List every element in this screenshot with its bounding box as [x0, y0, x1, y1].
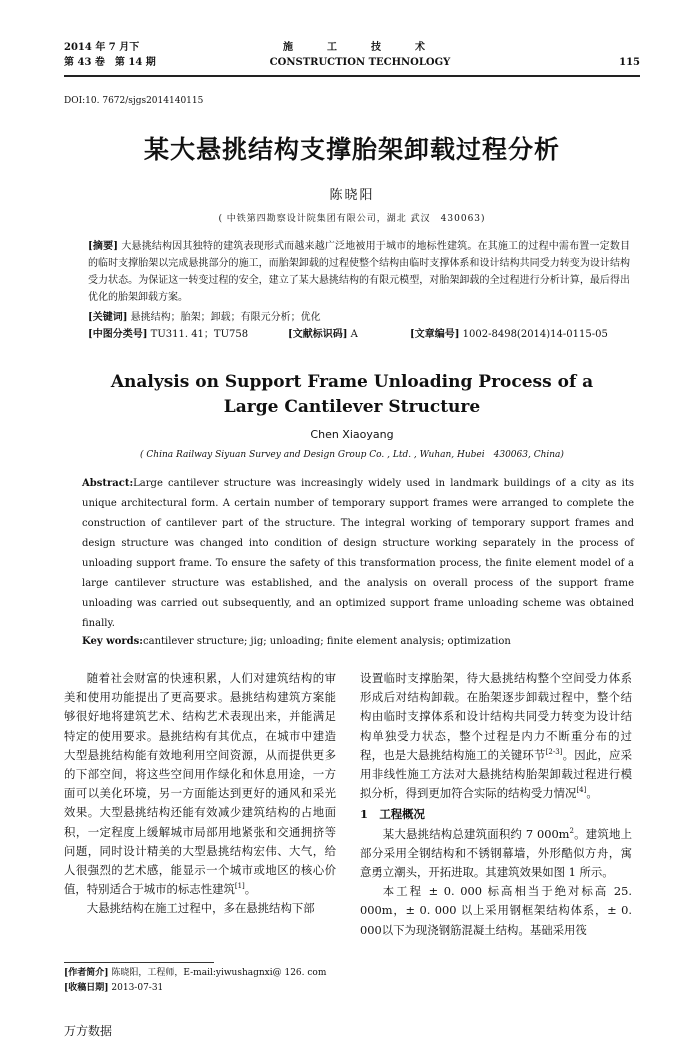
journal-title-zh: 施 工 技 术 [283, 42, 437, 53]
running-header-left [64, 40, 156, 70]
body-text: 。 [244, 882, 257, 897]
article-title-zh: 某大悬挑结构支撑胎架卸载过程分析 [143, 135, 560, 164]
abstract-en [82, 474, 634, 634]
footnote-received [64, 981, 336, 996]
body-text: 本工程 ± 0. 000 标高相当于绝对标高 25. 000m，± 0. 000 以上采用钢框架结构体系，± 0. 000以下为现浇钢筋混凝土结构。基础采用筏 [360, 884, 632, 937]
footnote-author-text: 陈晓阳，工程师，E-mail:yiwushagnxi@ 126. com [108, 968, 327, 978]
body-paragraph [64, 669, 336, 899]
author-en: Chen Xiaoyang [310, 428, 394, 441]
clc-value: TU311. 41；TU758 [147, 329, 249, 340]
affiliation-zh: ( 中铁第四勘察设计院集团有限公司，湖北 武汉 430063) [218, 214, 486, 224]
issue-date: 2014 年 7 月下 [64, 42, 140, 53]
running-header-center [260, 40, 460, 70]
art-label: [文章编号] [410, 329, 460, 340]
abstract-en-text: Large cantilever structure was increasingly widely used in landmark buildings of a city as its unique architectural form. A certain number of temporary support frames were arranged to complete the construction of cantilever part of the structure. The integral working of temporary support frames and design structure was changed into condition of design structure working separately in the process of unloading support frame. To ensure the safety of this transformation process, the finite element model of a large cantilever structure was established, and the analysis on overall process of the support frame unloading was carried out subsequently, and an optimized support frame unloading scheme was obtained finally. [82, 478, 634, 629]
body-text: 。建筑地上部分采用全钢结构和不锈钢幕墙，外形酷似方舟，寓意勇立潮头，开拓进取。其建筑效果如图 1 所示。 [360, 826, 632, 880]
watermark: 万方数据 [64, 1024, 113, 1038]
body-text: 。 [586, 786, 598, 801]
article-number [410, 326, 608, 343]
doi: DOI:10. 7672/sjgs2014140115 [64, 96, 204, 106]
keywords-zh [88, 309, 630, 326]
body-text: 某大悬挑结构总建筑面积约 7 000m [382, 826, 570, 841]
affiliation-en: ( China Railway Siyuan Survey and Design Group Co. , Ltd. , Wuhan, Hubei 430063, China) [140, 450, 564, 460]
footnote-date-text: 2013-07-31 [108, 983, 164, 993]
body-column-left [64, 669, 336, 919]
doc-label: [文献标识码] [288, 329, 348, 340]
author-zh: 陈晓阳 [329, 188, 375, 203]
body-paragraph [64, 899, 336, 918]
abstract-zh [88, 238, 630, 306]
body-text: 随着社会财富的快速积累，人们对建筑结构的审美和使用功能提出了更高要求。悬挑结构建筑方案能够很好地将建筑艺术、结构艺术表现出来，并能满足特定的使用要求。悬挑结构有其优点，在城市中建造大型悬挑结构能有效地利用空间资源，从而提供更多的下部空间，将这些空间用作绿化和休息用途，一方面可以美化环境，另一方面能达到更好的通风和采光效果。大型悬挑结构还能有效减少建筑结构的占地面积，一定程度上缓解城市局部用地紧张和交通拥挤等问题，同时设计精美的大型悬挑结构宏伟、大气，给人很强烈的艺术感，能显示一个城市或地区的核心价值，特别适合于城市的标志性建筑 [64, 671, 336, 897]
journal-title-en: CONSTRUCTION TECHNOLOGY [269, 57, 451, 68]
article-title-en [64, 370, 640, 420]
page-number: 115 [619, 57, 640, 68]
body-text: 设置临时支撑胎架，待大悬挑结构整个空间受力体系形成后对结构卸载。在胎架逐步卸载过程中，整个结构由临时支撑体系和设计结构共同受力转变为设计结构单独受力状态，整个过程是内力不断重分布的过程，也是大悬挑结构施工的关键环节 [360, 671, 632, 762]
classification-row [88, 326, 630, 343]
body-text: 。因此，应采用非线性施工方法对大悬挑结构胎架卸载过程进行模拟分析，得到更加符合实际的结构受力情况 [360, 747, 632, 801]
abstract-zh-text: 大悬挑结构因其独特的建筑表现形式而越来越广泛地被用于城市的地标性建筑。在其施工的过程中需布置一定数目的临时支撑胎架以完成悬挑部分的施工，而胎架卸载的过程使整个结构由临时支撑体系和设计结构共同受力转变为设计结构受力状态。为保证这一转变过程的安全，建立了某大悬挑结构的有限元模型，对胎架卸载的全过程进行分析计算，最后得出优化的胎架卸载方案。 [88, 241, 630, 303]
keywords-en-label: Key words: [82, 636, 143, 647]
body-text: 大悬挑结构在施工过程中，多在悬挑结构下部 [86, 901, 315, 916]
footnote-rule [64, 962, 214, 963]
document-code [288, 326, 358, 343]
superscript: 2 [569, 826, 574, 835]
citation-ref: [4] [576, 786, 587, 795]
footnote-author-label: [作者简介] [64, 968, 109, 978]
keywords-en-text: cantilever structure; jig; unloading; finite element analysis; optimization [143, 636, 511, 647]
citation-ref: [1] [234, 882, 245, 891]
keywords-en [82, 633, 634, 651]
body-paragraph [360, 882, 632, 940]
keywords-zh-text: 悬挑结构；胎架；卸载；有限元分析；优化 [127, 312, 321, 323]
doc-value: A [347, 329, 358, 340]
footnote [64, 966, 336, 996]
abstract-zh-label: [摘要] [88, 241, 118, 252]
clc-label: [中图分类号] [88, 329, 148, 340]
art-value: 1002-8498(2014)14-0115-05 [459, 329, 608, 340]
footnote-author [64, 966, 336, 981]
section-heading: 1 工程概况 [360, 807, 425, 822]
body-paragraph [360, 669, 632, 803]
footnote-date-label: [收稿日期] [64, 983, 109, 993]
keywords-zh-label: [关键词] [88, 312, 128, 323]
volume-issue: 第 43 卷 第 14 期 [64, 57, 156, 68]
abstract-en-label: Abstract: [82, 478, 134, 489]
header-rule [64, 75, 640, 77]
body-column-right [360, 669, 632, 940]
article-title-en-line2: Large Cantilever Structure [223, 397, 481, 417]
article-title-en-line1: Analysis on Support Frame Unloading Process of a [110, 372, 594, 392]
citation-ref: [2-3] [545, 748, 563, 757]
body-paragraph [360, 825, 632, 883]
clc-number [88, 326, 248, 343]
